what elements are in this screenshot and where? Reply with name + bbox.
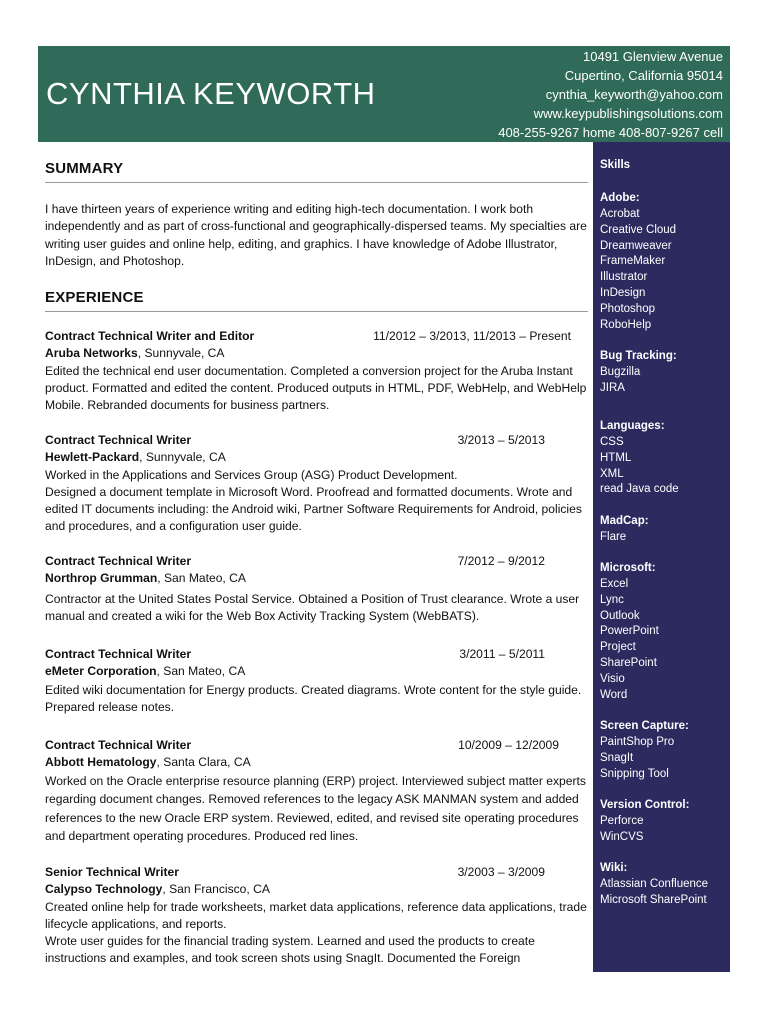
job-title: Senior Technical Writer [45, 865, 179, 879]
skill-group-title: Wiki: [600, 862, 628, 874]
skill-item: SnagIt [600, 751, 634, 764]
job-entry [45, 432, 588, 536]
job-dates: 3/2011 – 5/2011 [459, 647, 545, 661]
job-title: Contract Technical Writer and Editor [45, 329, 255, 343]
job-description: Created online help for trade worksheets, market data applications, reference data applications, trade lifecycle applications, and reports. [45, 899, 587, 931]
job-entry [45, 553, 588, 625]
contact-phones: 408-255-9267 home 408-807-9267 cell [498, 125, 723, 140]
skill-item: Illustrator [600, 271, 648, 284]
job-title: Contract Technical Writer [45, 738, 192, 752]
skill-item: SharePoint [600, 656, 657, 669]
skill-item: JIRA [600, 381, 625, 394]
job-dates: 3/2013 – 5/2013 [457, 433, 545, 447]
job-entry [45, 737, 588, 846]
skill-item: read Java code [600, 483, 679, 496]
skill-item: InDesign [600, 286, 646, 299]
skill-group-title: Adobe: [600, 192, 640, 204]
job-description: Edited the technical end user documentation. Completed a conversion project for the Aruba Instant product. Formatted and edited the content. Produced outputs in HTML, PDF, WebHelp, and WebHelp Mobile. Rebranded documents for business partners. [45, 363, 587, 413]
skill-item: Creative Cloud [600, 223, 677, 236]
contact-address: 10491 Glenview Avenue [583, 49, 723, 64]
contact-block [498, 47, 723, 142]
skills-heading: Skills [600, 159, 631, 171]
skill-group-adobe [600, 190, 676, 333]
skill-group-title: Screen Capture: [600, 720, 689, 732]
skill-item: RoboHelp [600, 318, 652, 331]
contact-website[interactable]: www.keypublishingsolutions.com [533, 106, 723, 121]
job-location: , Sunnyvale, CA [139, 450, 226, 465]
job-location: , San Mateo, CA [156, 664, 246, 679]
skill-group-title: Version Control: [600, 799, 690, 811]
job-entry [45, 646, 588, 716]
skill-group-title: Bug Tracking: [600, 350, 677, 362]
skill-item: Excel [600, 578, 629, 590]
skill-group-madcap [600, 513, 649, 546]
skill-item: CSS [600, 436, 624, 448]
skill-item: Dreamweaver [600, 239, 672, 252]
summary-heading: SUMMARY [45, 160, 124, 177]
job-company: Northrop Grumman [45, 571, 158, 586]
job-title: Contract Technical Writer [45, 647, 192, 661]
job-location: , San Mateo, CA [157, 571, 246, 586]
skill-item: Lync [600, 593, 624, 606]
job-description: Contractor at the United States Postal Service. Obtained a Position of Trust clearance. Wrote a user manual and created a wiki for the Web Box Activity Tracking System (WebBATS). [45, 591, 580, 623]
skill-group-screen-capture [600, 718, 689, 782]
job-dates: 3/2003 – 3/2009 [457, 865, 545, 879]
job-dates: 7/2012 – 9/2012 [457, 554, 545, 568]
skill-group-title: Microsoft: [600, 562, 656, 574]
skill-item: PaintShop Pro [600, 736, 675, 748]
job-location: , Sunnyvale, CA [137, 346, 225, 361]
skill-item: FrameMaker [600, 255, 666, 268]
skill-item: Bugzilla [600, 366, 641, 378]
header-band [38, 46, 730, 142]
skill-item: XML [600, 467, 624, 480]
skill-item: Perforce [600, 815, 644, 827]
skill-item: Project [600, 641, 636, 654]
summary-divider [45, 182, 588, 183]
job-location: , Santa Clara, CA [156, 755, 251, 770]
job-description: Edited wiki documentation for Energy products. Created diagrams. Wrote content for the style guide. Prepared release notes. [45, 682, 582, 714]
skills-sidebar [593, 142, 730, 972]
skill-item: Photoshop [600, 302, 655, 315]
experience-divider [45, 311, 588, 312]
job-company: Abbott Hematology [45, 755, 157, 770]
skill-item: Acrobat [600, 208, 640, 220]
job-dates: 10/2009 – 12/2009 [458, 738, 559, 752]
job-entry [45, 864, 588, 968]
contact-email[interactable]: cynthia_keyworth@yahoo.com [545, 87, 723, 102]
skill-item: WinCVS [600, 830, 644, 843]
skill-group-title: MadCap: [600, 515, 649, 527]
skill-group-microsoft [600, 560, 659, 703]
summary-text: I have thirteen years of experience writing and editing high-tech documentation. I work both independently and as part of cross-functional and geographically-dispersed teams. My specialties are writing user guides and online help, editing, and graphics. I have knowledge of Adobe Illustrator, InDesign, and Photoshop. [45, 202, 587, 268]
job-description: Worked in the Applications and Services Group (ASG) Product Development. [45, 467, 458, 482]
job-dates: 11/2012 – 3/2013, 11/2013 – Present [373, 329, 571, 343]
skill-group-title: Languages: [600, 420, 665, 432]
job-company: Calypso Technology [45, 882, 163, 897]
skill-item: Microsoft SharePoint [600, 893, 707, 906]
skill-group-languages [600, 418, 679, 498]
skill-item: Snipping Tool [600, 767, 669, 780]
skill-group-bug-tracking [600, 348, 677, 397]
job-company: eMeter Corporation [45, 664, 157, 679]
job-description: Wrote user guides for the financial trading system. Learned and used the products to create instructions and examples, and took screen shots using SnagIt. Documented the Foreign [45, 934, 535, 966]
skill-group-version-control [600, 797, 689, 846]
job-title: Contract Technical Writer [45, 554, 192, 568]
skill-item: Atlassian Confluence [600, 878, 709, 890]
job-location: , San Francisco, CA [162, 882, 270, 897]
skill-group-wiki [600, 860, 708, 909]
skill-item: Visio [600, 672, 625, 685]
job-title: Contract Technical Writer [45, 433, 192, 447]
skill-item: HTML [600, 451, 632, 464]
job-company: Aruba Networks [45, 346, 138, 361]
candidate-name: CYNTHIA KEYWORTH [46, 76, 376, 111]
contact-city: Cupertino, California 95014 [564, 68, 723, 83]
skill-item: Word [600, 688, 628, 701]
job-description: Worked on the Oracle enterprise resource planning (ERP) project. Interviewed subject matter experts regarding document changes. Removed references to the legacy ASK MANMAN system and added references to the new Oracle ERP system. Reviewed, edited, and revised site operating procedures and department operating procedures. Produced red lines. [45, 773, 586, 844]
skill-item: PowerPoint [600, 625, 659, 638]
job-description: Designed a document template in Microsoft Word. Proofread and formatted documents. Wrote and edited IT documents including: the Android wiki, Partner Software Requirements for Android, policies and procedures, and a configuration user guide. [45, 484, 582, 534]
job-company: Hewlett-Packard [45, 450, 140, 465]
skill-item: Outlook [600, 609, 640, 622]
job-entry [45, 328, 588, 414]
skill-item: Flare [600, 531, 627, 543]
experience-heading: EXPERIENCE [45, 289, 144, 306]
